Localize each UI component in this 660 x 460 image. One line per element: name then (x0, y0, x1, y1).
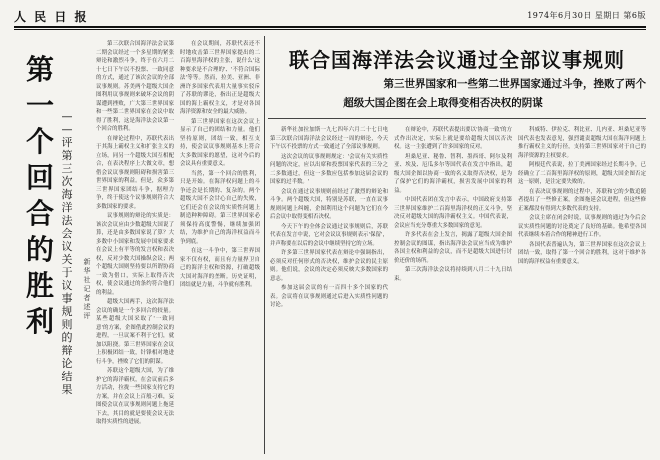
vertical-char: 一 (25, 89, 54, 122)
vertical-char: 论 (61, 357, 73, 370)
paragraph: 在辩论过程中，苏联代表出于其海上霸权主义和扩张主义的立场，同另一个超级大国互相配合，在表决程序上大做文章，想借会议议事规则阻碍和损害第三世界国家的利益。但是，众多第三世界国家团结斗争，据理力争，终于使这个议事规则符合大多数国家的要求。 (96, 135, 174, 210)
vertical-char: 洋 (61, 201, 73, 214)
vertical-char: 个 (25, 125, 54, 158)
vertical-char: 的 (61, 331, 73, 344)
masthead-rule-thin (14, 29, 646, 30)
vertical-char: 规 (61, 305, 73, 318)
commentary-subtitle (60, 110, 74, 396)
paragraph: 新华社加拉加斯一九七四年六月二十七日电 第三次联合国海洋法会议经过一周的辩论，今天下午以不投票的方式一致通过了全部议事规则。 (270, 127, 388, 150)
paragraph: 许多代表在会上发言，揭露了超级大国企图控制会议的图谋，指出海洋法会议应当成为维护各国主权和利益的会议，而不是超级大国进行讨价还价的场所。 (394, 232, 512, 264)
article-subheadline-1: 第三世界国家和一些第二世界国家通过斗争，挫败了两个 (383, 78, 646, 90)
paragraph: 会议在通过议事规则前经过了激烈的辩论和斗争。两个超级大国，特别是苏联，一直在议事规则问题上纠缠，企图利用这个问题为它们在今后会议中取得变相否决权。 (270, 188, 388, 220)
paragraph: 科威特、伊拉克、利比亚、几内亚、坦桑尼亚等国代表也发表意见，强烈谴责超级大国在海洋问题上推行霸权主义的行径，支持第三世界国家对于自己的海洋资源的主权要求。 (518, 127, 646, 159)
vertical-char: — (61, 110, 73, 123)
paragraph: 在辩论中，苏联代表提出要以'协商一致'的方式作出决定，实际上就是要给超级大国以否决权。这一主张遭到了许多国家的反对。 (394, 127, 512, 150)
vertical-char: 第 (61, 149, 73, 162)
vertical-char: 的 (25, 233, 54, 266)
vertical-char: 次 (61, 175, 73, 188)
vertical-char: 议 (61, 240, 73, 253)
paragraph: 中国代表团在发言中表示，中国政府支持第三世界国家维护二百海里海洋权的正义斗争，坚决反对超级大国的海洋霸权主义。中国代表说，会议应当充分尊重大多数国家的意见。 (394, 197, 512, 229)
vertical-char: 利 (25, 305, 54, 338)
vertical-char: 第 (25, 53, 54, 86)
article-subheadline-2: 超级大国企图在会上取得变相否决权的阴谋 (343, 97, 543, 109)
paragraph: 议事规则的辩论的实质是：该次会议应由少数超级大国说了算，还是由多数国家说了算？大多数中小国家和发展中国家要求在会议上有平等的发言权和表决权，反对少数大国操纵会议；两个超级大国则坚持要以所谓协商一致为借口，实际上取得否决权，使会议通过的条约符合他们的利益。 (96, 213, 174, 296)
paragraph: 在会议期间，苏联代表还不时地攻击第三世界国家提出的二百海里海洋权的主张，说什么'这种要求是不合理的'、'不符合国际法'等等。然而，拉美、亚洲、非洲许多国家代表用大量事实驳斥了苏联的谬论，指出正是超级大国的海上霸权主义，才是对各国海洋资源和安全的最大威胁。 (180, 41, 260, 115)
paragraph: 坦桑尼亚、秘鲁、智利、墨西哥、阿尔及利亚、埃及、厄瓜多尔等国代表在发言中指出，超级大国企图以协商一致的名义取得否决权，是为了保护它们的海洋霸权，损害发展中国家的利益。 (394, 153, 512, 194)
vertical-char: 辩 (61, 344, 73, 357)
headline-rule (268, 118, 646, 119)
paragraph: 第三次海洋法会议将持续到八月二十九日结束。 (394, 267, 512, 282)
vertical-char: 会 (61, 227, 73, 240)
article-column-3 (518, 126, 646, 452)
paragraph: 在这一斗争中，第三世界国家不仅有权，而且有力量捍卫自己的海洋主权和资源，打破超级大国对海洋的垄断。历史证明，团结就是力量，斗争就有胜利。 (180, 248, 260, 288)
vertical-char: 评 (83, 312, 91, 320)
paragraph: 参加这届会议的有一百四十多个国家的代表。会议将在议事规则通过后进入实质性问题的讨论。 (270, 285, 388, 308)
vertical-char: 胜 (25, 269, 54, 302)
vertical-char: 三 (61, 162, 73, 175)
vertical-char: 回 (25, 161, 54, 194)
commentary-author (82, 258, 92, 321)
vertical-char: 结 (61, 370, 73, 383)
commentary-column-1 (96, 40, 174, 452)
paragraph: 阿根廷代表说，拉丁美洲国家经过长期斗争，已经确立了二百海里海洋权的原则，超级大国企图否定这一原则，是注定要失败的。 (518, 162, 646, 185)
vertical-char: 合 (25, 197, 54, 230)
vertical-char: 者 (83, 294, 91, 302)
vertical-char: 议 (61, 279, 73, 292)
article-column-2 (394, 126, 512, 452)
vertical-char: 社 (83, 276, 91, 284)
vertical-char: 于 (61, 266, 73, 279)
paragraph: 许多第三世界国家代表在辩论中强调指出，必须反对任何形式的否决权，维护会议的民主原则。他们说，会议的决定必须反映大多数国家的意志。 (270, 250, 388, 282)
article-headline: 联合国海洋法会议通过全部议事规则 (289, 48, 625, 72)
vertical-char: 述 (83, 303, 91, 311)
vertical-char: 记 (83, 285, 91, 293)
masthead (14, 8, 646, 24)
vertical-char: 果 (61, 383, 73, 396)
commentary-column-2 (180, 40, 260, 452)
vertical-char: 新 (83, 258, 91, 266)
vertical-char: — (61, 123, 73, 136)
article-column-1 (270, 126, 388, 452)
paragraph: 今天下午的全体会议通过议事规则后，苏联代表在发言中说，它对会议议事规则表示'保留'，并声称要在以后的会议中继续坚持它的立场。 (270, 223, 388, 247)
vertical-char: 评 (61, 136, 73, 149)
vertical-char: 海 (61, 188, 73, 201)
issue-info: 1974年6月30日 星期日 第6版 (527, 11, 646, 20)
paper-name: 人 民 日 报 (14, 10, 89, 24)
paragraph: 第三次联合国海洋法会议第二期会议经过一个多星期的紧张辩论和激烈斗争，终于在六月二十七日下午以不投票、一致同意的方式，通过了该次会议的全部议事规则。苏美两个超级大国企图利用议事规则来破坏会议的阴谋遭到挫败，广大第三世界国家和一些第二世界国家在会议中取得了胜利，这是海洋法会议第一个回合的胜利。 (96, 41, 174, 132)
paragraph: 第三世界国家在这次会议上显示了自己的团结和力量。他们坚持原则，团结一致，相互支持，使会议议事规则基本上符合大多数国家的愿望，这对今后的会议具有重要意义。 (180, 118, 260, 167)
vertical-char: 法 (61, 214, 73, 227)
masthead-rule (14, 26, 646, 28)
paragraph: 各国代表普遍认为，第三世界国家在这次会议上团结一致，取得了第一个回合的胜利，这对于维护各国的海洋权益有重要意义。 (518, 241, 646, 265)
vertical-char: 华 (83, 267, 91, 275)
vertical-char: 关 (61, 253, 73, 266)
paragraph: 会议主席在闭会时说，议事规则的通过为今后会议实质性问题的讨论奠定了良好的基础。他希望各国代表继续本着合作的精神进行工作。 (518, 215, 646, 238)
commentary-title (22, 52, 58, 340)
vertical-char: 事 (61, 292, 73, 305)
paragraph: 这次会议的议事规则规定：'会议有关实质性问题的决定，应以出席和投票国家代表的三分之二多数通过，但这一多数应包括参加这届会议的国家的过半数。' (270, 153, 388, 185)
column-divider (264, 36, 265, 454)
paragraph: 苏联这个超级大国，为了维护它的海洋霸权，在会议前后多方活动，拉拢一些国家支持它的方案，并在会议上百般刁难，妄图使会议在议事规则问题上拖延下去，其目的就是要使会议无法取得实质性的进展。 (96, 368, 174, 425)
paragraph: 在表决议事规则的过程中，苏联和它的少数追随者提出了一些修正案，企图拖延会议进程，但这些修正案都没有得到大多数代表的支持。 (518, 188, 646, 212)
paragraph: 当然，第一个回合的胜利，只是开始。在海洋权问题上的斗争还会是长期的、复杂的。两个超级大国不会甘心自己的失败，它们还会在会议的实质性问题上制造种种障碍。第三世界国家必须保持高度警惕，继续加强团结，为维护自己的海洋权益而斗争到底。 (180, 170, 260, 245)
paragraph: 超级大国两手，这次海洋法会议的确是一个多回合的较量。某些超级大国采取了'一致同意'的方案，企图借此控制会议的进程，一旦议案不利于它们，就加以阻挠。第三世界国家在会议上积极团结一致，针锋相对地进行斗争，挫败了它们的阴谋。 (96, 299, 174, 365)
vertical-char: 则 (61, 318, 73, 331)
